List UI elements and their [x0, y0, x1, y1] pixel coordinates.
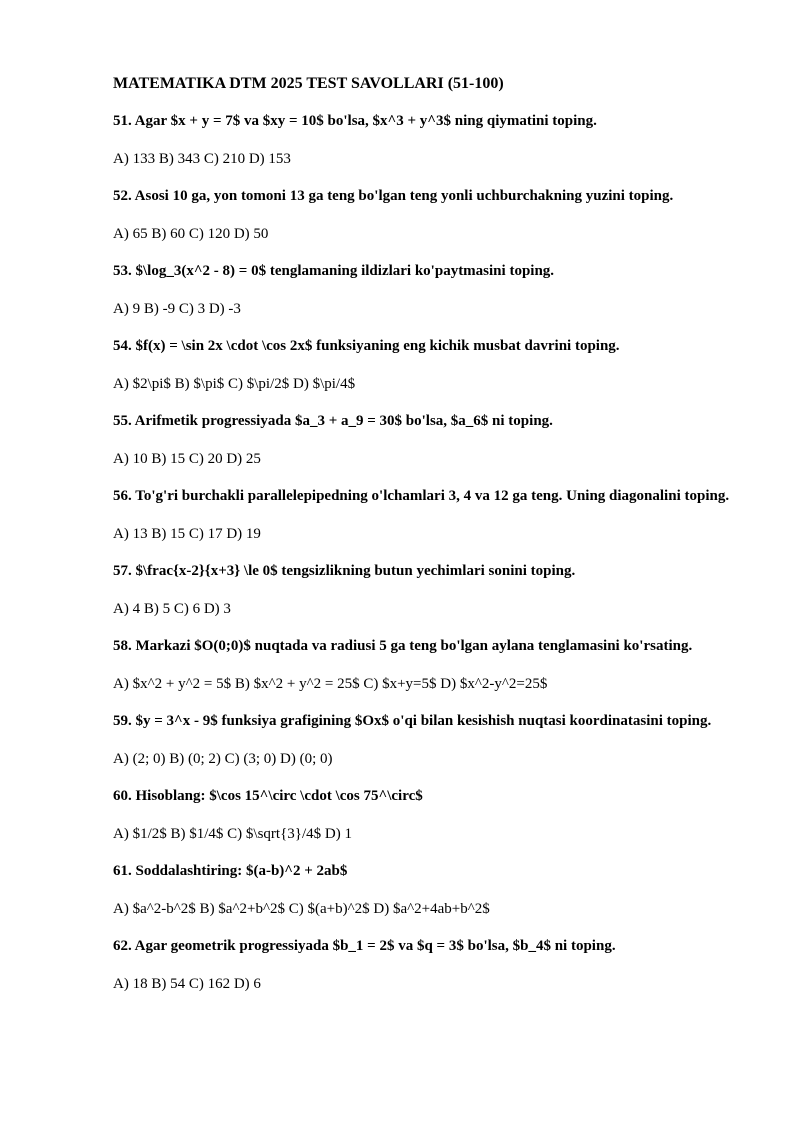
question-text-62: 62. Agar geometrik progressiyada $b_1 = 2$ va $q = 3$ bo'lsa, $b_4$ ni toping. [113, 938, 616, 954]
question-text-51: 51. Agar $x + y = 7$ va $xy = 10$ bo'lsa, $x^3 + y^3$ ning qiymatini toping. [113, 113, 597, 129]
answer-options-61: A) $a^2-b^2$ B) $a^2+b^2$ C) $(a+b)^2$ D) $a^2+4ab+b^2$ [113, 900, 490, 917]
question-text-57: 57. $\frac{x-2}{x+3} \le 0$ tengsizlikning butun yechimlari sonini toping. [113, 563, 576, 579]
answer-options-51: A) 133 B) 343 C) 210 D) 153 [113, 150, 291, 167]
answer-options-52: A) 65 B) 60 C) 120 D) 50 [113, 225, 269, 242]
answer-options-55: A) 10 B) 15 C) 20 D) 25 [113, 450, 261, 467]
question-text-56: 56. To'g'ri burchakli parallelepipedning o'lchamlari 3, 4 va 12 ga teng. Uning diagonalini toping. [113, 488, 730, 504]
answer-options-59: A) (2; 0) B) (0; 2) C) (3; 0) D) (0; 0) [113, 750, 333, 767]
question-text-54: 54. $f(x) = \sin 2x \cdot \cos 2x$ funksiyaning eng kichik musbat davrini toping. [113, 338, 620, 354]
question-text-60: 60. Hisoblang: $\cos 15^\circ \cdot \cos 75^\circ$ [113, 788, 423, 804]
question-text-52: 52. Asosi 10 ga, yon tomoni 13 ga teng bo'lgan teng yonli uchburchakning yuzini toping. [113, 188, 674, 204]
answer-options-62: A) 18 B) 54 C) 162 D) 6 [113, 975, 261, 992]
document-title: MATEMATIKA DTM 2025 TEST SAVOLLARI (51-100) [113, 75, 504, 92]
question-text-59: 59. $y = 3^x - 9$ funksiya grafigining $Ox$ o'qi bilan kesishish nuqtasi koordinatasini toping. [113, 713, 712, 729]
answer-options-58: A) $x^2 + y^2 = 5$ B) $x^2 + y^2 = 25$ C) $x+y=5$ D) $x^2-y^2=25$ [113, 675, 548, 692]
answer-options-60: A) $1/2$ B) $1/4$ C) $\sqrt{3}/4$ D) 1 [113, 825, 352, 842]
answer-options-57: A) 4 B) 5 C) 6 D) 3 [113, 600, 231, 617]
question-text-53: 53. $\log_3(x^2 - 8) = 0$ tenglamaning ildizlari ko'paytmasini toping. [113, 263, 555, 279]
answer-options-56: A) 13 B) 15 C) 17 D) 19 [113, 525, 261, 542]
question-text-58: 58. Markazi $O(0;0)$ nuqtada va radiusi 5 ga teng bo'lgan aylana tenglamasini ko'rsating. [113, 638, 693, 654]
answer-options-53: A) 9 B) -9 C) 3 D) -3 [113, 300, 241, 317]
answer-options-54: A) $2\pi$ B) $\pi$ C) $\pi/2$ D) $\pi/4$ [113, 375, 356, 392]
question-text-55: 55. Arifmetik progressiyada $a_3 + a_9 = 30$ bo'lsa, $a_6$ ni toping. [113, 413, 553, 429]
question-text-61: 61. Soddalashtiring: $(a-b)^2 + 2ab$ [113, 863, 348, 879]
